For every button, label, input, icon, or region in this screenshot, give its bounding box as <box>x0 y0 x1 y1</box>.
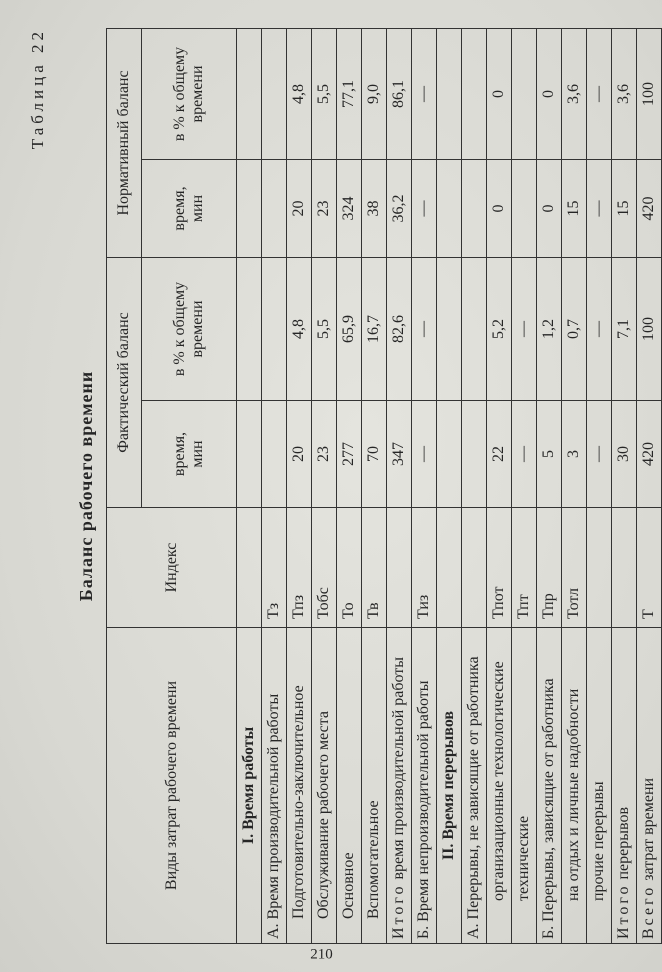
cell-normative-time: — <box>587 159 612 257</box>
row-label-spaced: Итого <box>390 883 408 939</box>
header-pct-line1: в % к общему <box>171 281 189 377</box>
cell-actual-pct: — <box>412 257 437 400</box>
section-heading: II. Время перерывов <box>437 628 462 944</box>
cell-normative-pct: 9,0 <box>362 28 387 159</box>
header-normative: Нормативный баланс <box>107 28 142 257</box>
row-label: прочие перерывы <box>587 628 612 944</box>
cell-actual-time: — <box>412 401 437 508</box>
cell-normative-pct: 3,6 <box>562 28 587 159</box>
table-row <box>362 28 387 943</box>
row-label: Вспомогательное <box>362 628 387 944</box>
header-time-line1: время, <box>171 431 189 477</box>
cell-index: Тз <box>262 508 287 628</box>
row-label: организационные технологические <box>487 628 512 944</box>
cell-normative-pct <box>512 28 537 159</box>
cell-actual-time <box>437 401 462 508</box>
table-row <box>562 28 587 943</box>
cell-normative-time: 420 <box>637 159 662 257</box>
row-label-rest: перерывов <box>615 806 633 884</box>
header-actual: Фактический баланс <box>107 257 142 507</box>
cell-index <box>387 508 412 628</box>
cell-normative-pct: 0 <box>487 28 512 159</box>
cell-actual-pct: 0,7 <box>562 257 587 400</box>
row-label: Б. Время непроизводительной работы <box>412 628 437 944</box>
cell-index <box>612 508 637 628</box>
row-label: Б. Перерывы, зависящие от работника <box>537 628 562 944</box>
row-label: Подготовительно-заключительное <box>287 628 312 944</box>
row-label: на отдых и личные надобности <box>562 628 587 944</box>
row-label <box>612 628 637 944</box>
table-row <box>612 28 637 943</box>
cell-actual-pct: — <box>587 257 612 400</box>
cell-normative-time: 0 <box>537 159 562 257</box>
cell-actual-pct <box>262 257 287 400</box>
cell-normative-time: 38 <box>362 159 387 257</box>
table-row <box>637 28 662 943</box>
table-caption: Таблица 22 <box>28 28 47 150</box>
cell-normative-time: 15 <box>562 159 587 257</box>
cell-index: Т <box>637 508 662 628</box>
table-row <box>587 28 612 943</box>
cell-normative-pct: 100 <box>637 28 662 159</box>
header-time-line2: мин <box>189 194 206 223</box>
row-label: А. Перерывы, не зависящие от работника <box>462 628 487 944</box>
cell-normative-time: 15 <box>612 159 637 257</box>
cell-actual-time: — <box>512 401 537 508</box>
cell-normative-pct: 3,6 <box>612 28 637 159</box>
row-label-rest: затрат времени <box>640 777 658 885</box>
cell-normative-time: 23 <box>312 159 337 257</box>
cell-normative-pct: 86,1 <box>387 28 412 159</box>
header-pct-line1: в % к общему <box>171 46 189 142</box>
cell-index: Тпт <box>512 508 537 628</box>
cell-actual-time <box>262 401 287 508</box>
table-row <box>337 28 362 943</box>
cell-actual-pct <box>437 257 462 400</box>
cell-normative-pct: 5,5 <box>312 28 337 159</box>
header-time-line2: мин <box>189 440 206 468</box>
table-row <box>537 28 562 943</box>
cell-normative-time: 20 <box>287 159 312 257</box>
cell-actual-pct: 65,9 <box>337 257 362 400</box>
cell-index <box>237 508 262 628</box>
cell-normative-time: — <box>412 159 437 257</box>
cell-actual-pct <box>237 257 262 400</box>
cell-actual-time: 22 <box>487 401 512 508</box>
table-row <box>412 28 437 943</box>
cell-index: Тпр <box>537 508 562 628</box>
cell-actual-pct: 5,5 <box>312 257 337 400</box>
row-label: Обслуживание рабочего места <box>312 628 337 944</box>
cell-normative-time <box>237 159 262 257</box>
header-time-line1: время, <box>171 186 189 231</box>
cell-index: Тпз <box>287 508 312 628</box>
table-row <box>387 28 412 943</box>
cell-actual-time: 277 <box>337 401 362 508</box>
time-balance-table <box>106 28 662 944</box>
cell-actual-pct: 100 <box>637 257 662 400</box>
cell-normative-time <box>437 159 462 257</box>
cell-actual-pct: 16,7 <box>362 257 387 400</box>
table-row <box>262 28 287 943</box>
cell-normative-pct: 0 <box>537 28 562 159</box>
cell-index <box>462 508 487 628</box>
cell-normative-pct <box>262 28 287 159</box>
cell-index <box>437 508 462 628</box>
header-normative-time <box>142 159 237 257</box>
header-pct-line2: времени <box>189 65 206 123</box>
cell-actual-time <box>462 401 487 508</box>
cell-actual-pct <box>462 257 487 400</box>
cell-index: То <box>337 508 362 628</box>
cell-actual-time: 20 <box>287 401 312 508</box>
cell-normative-time <box>512 159 537 257</box>
row-label-rest: время производительной работы <box>390 656 408 884</box>
cell-actual-time: 23 <box>312 401 337 508</box>
cell-actual-time: 347 <box>387 401 412 508</box>
cell-normative-pct <box>462 28 487 159</box>
page-number: 210 <box>310 946 333 963</box>
cell-actual-pct: 4,8 <box>287 257 312 400</box>
table-row <box>237 28 262 943</box>
cell-normative-time <box>462 159 487 257</box>
cell-actual-time: 3 <box>562 401 587 508</box>
table-row <box>312 28 337 943</box>
cell-actual-time: 70 <box>362 401 387 508</box>
header-normative-pct <box>142 28 237 159</box>
row-label <box>637 628 662 944</box>
cell-actual-time: 5 <box>537 401 562 508</box>
cell-actual-time: 30 <box>612 401 637 508</box>
cell-normative-pct: — <box>587 28 612 159</box>
cell-normative-pct <box>437 28 462 159</box>
cell-normative-time: 36,2 <box>387 159 412 257</box>
cell-actual-pct: 1,2 <box>537 257 562 400</box>
cell-normative-time: 0 <box>487 159 512 257</box>
cell-index: Тпот <box>487 508 512 628</box>
cell-index: Тобс <box>312 508 337 628</box>
row-label: Основное <box>337 628 362 944</box>
cell-actual-time <box>237 401 262 508</box>
cell-actual-pct: 82,6 <box>387 257 412 400</box>
cell-index: Тотл <box>562 508 587 628</box>
cell-actual-time: — <box>587 401 612 508</box>
table-row <box>462 28 487 943</box>
cell-normative-pct <box>237 28 262 159</box>
header-actual-pct <box>142 257 237 400</box>
cell-actual-pct: 5,2 <box>487 257 512 400</box>
cell-normative-time: 324 <box>337 159 362 257</box>
table-row <box>437 28 462 943</box>
header-actual-time <box>142 401 237 508</box>
table-body <box>237 28 662 943</box>
cell-actual-pct: 7,1 <box>612 257 637 400</box>
table-row <box>287 28 312 943</box>
cell-index <box>587 508 612 628</box>
row-label <box>387 628 412 944</box>
cell-actual-time: 420 <box>637 401 662 508</box>
header-pct-line2: времени <box>189 300 206 358</box>
row-label-spaced: Всего <box>640 884 658 939</box>
row-label: технические <box>512 628 537 944</box>
table-row <box>487 28 512 943</box>
header-index: Индекс <box>107 508 237 628</box>
cell-index: Тиз <box>412 508 437 628</box>
row-label-spaced: Итого <box>615 883 633 939</box>
cell-normative-pct: 77,1 <box>337 28 362 159</box>
section-heading: I. Время работы <box>237 628 262 944</box>
table-row <box>512 28 537 943</box>
header-kinds: Виды затрат рабочего времени <box>107 628 237 944</box>
cell-normative-pct: — <box>412 28 437 159</box>
row-label: А. Время производительной работы <box>262 628 287 944</box>
cell-normative-time <box>262 159 287 257</box>
table-title: Баланс рабочего времени <box>76 370 96 602</box>
cell-index: Тв <box>362 508 387 628</box>
cell-actual-pct: — <box>512 257 537 400</box>
cell-normative-pct: 4,8 <box>287 28 312 159</box>
